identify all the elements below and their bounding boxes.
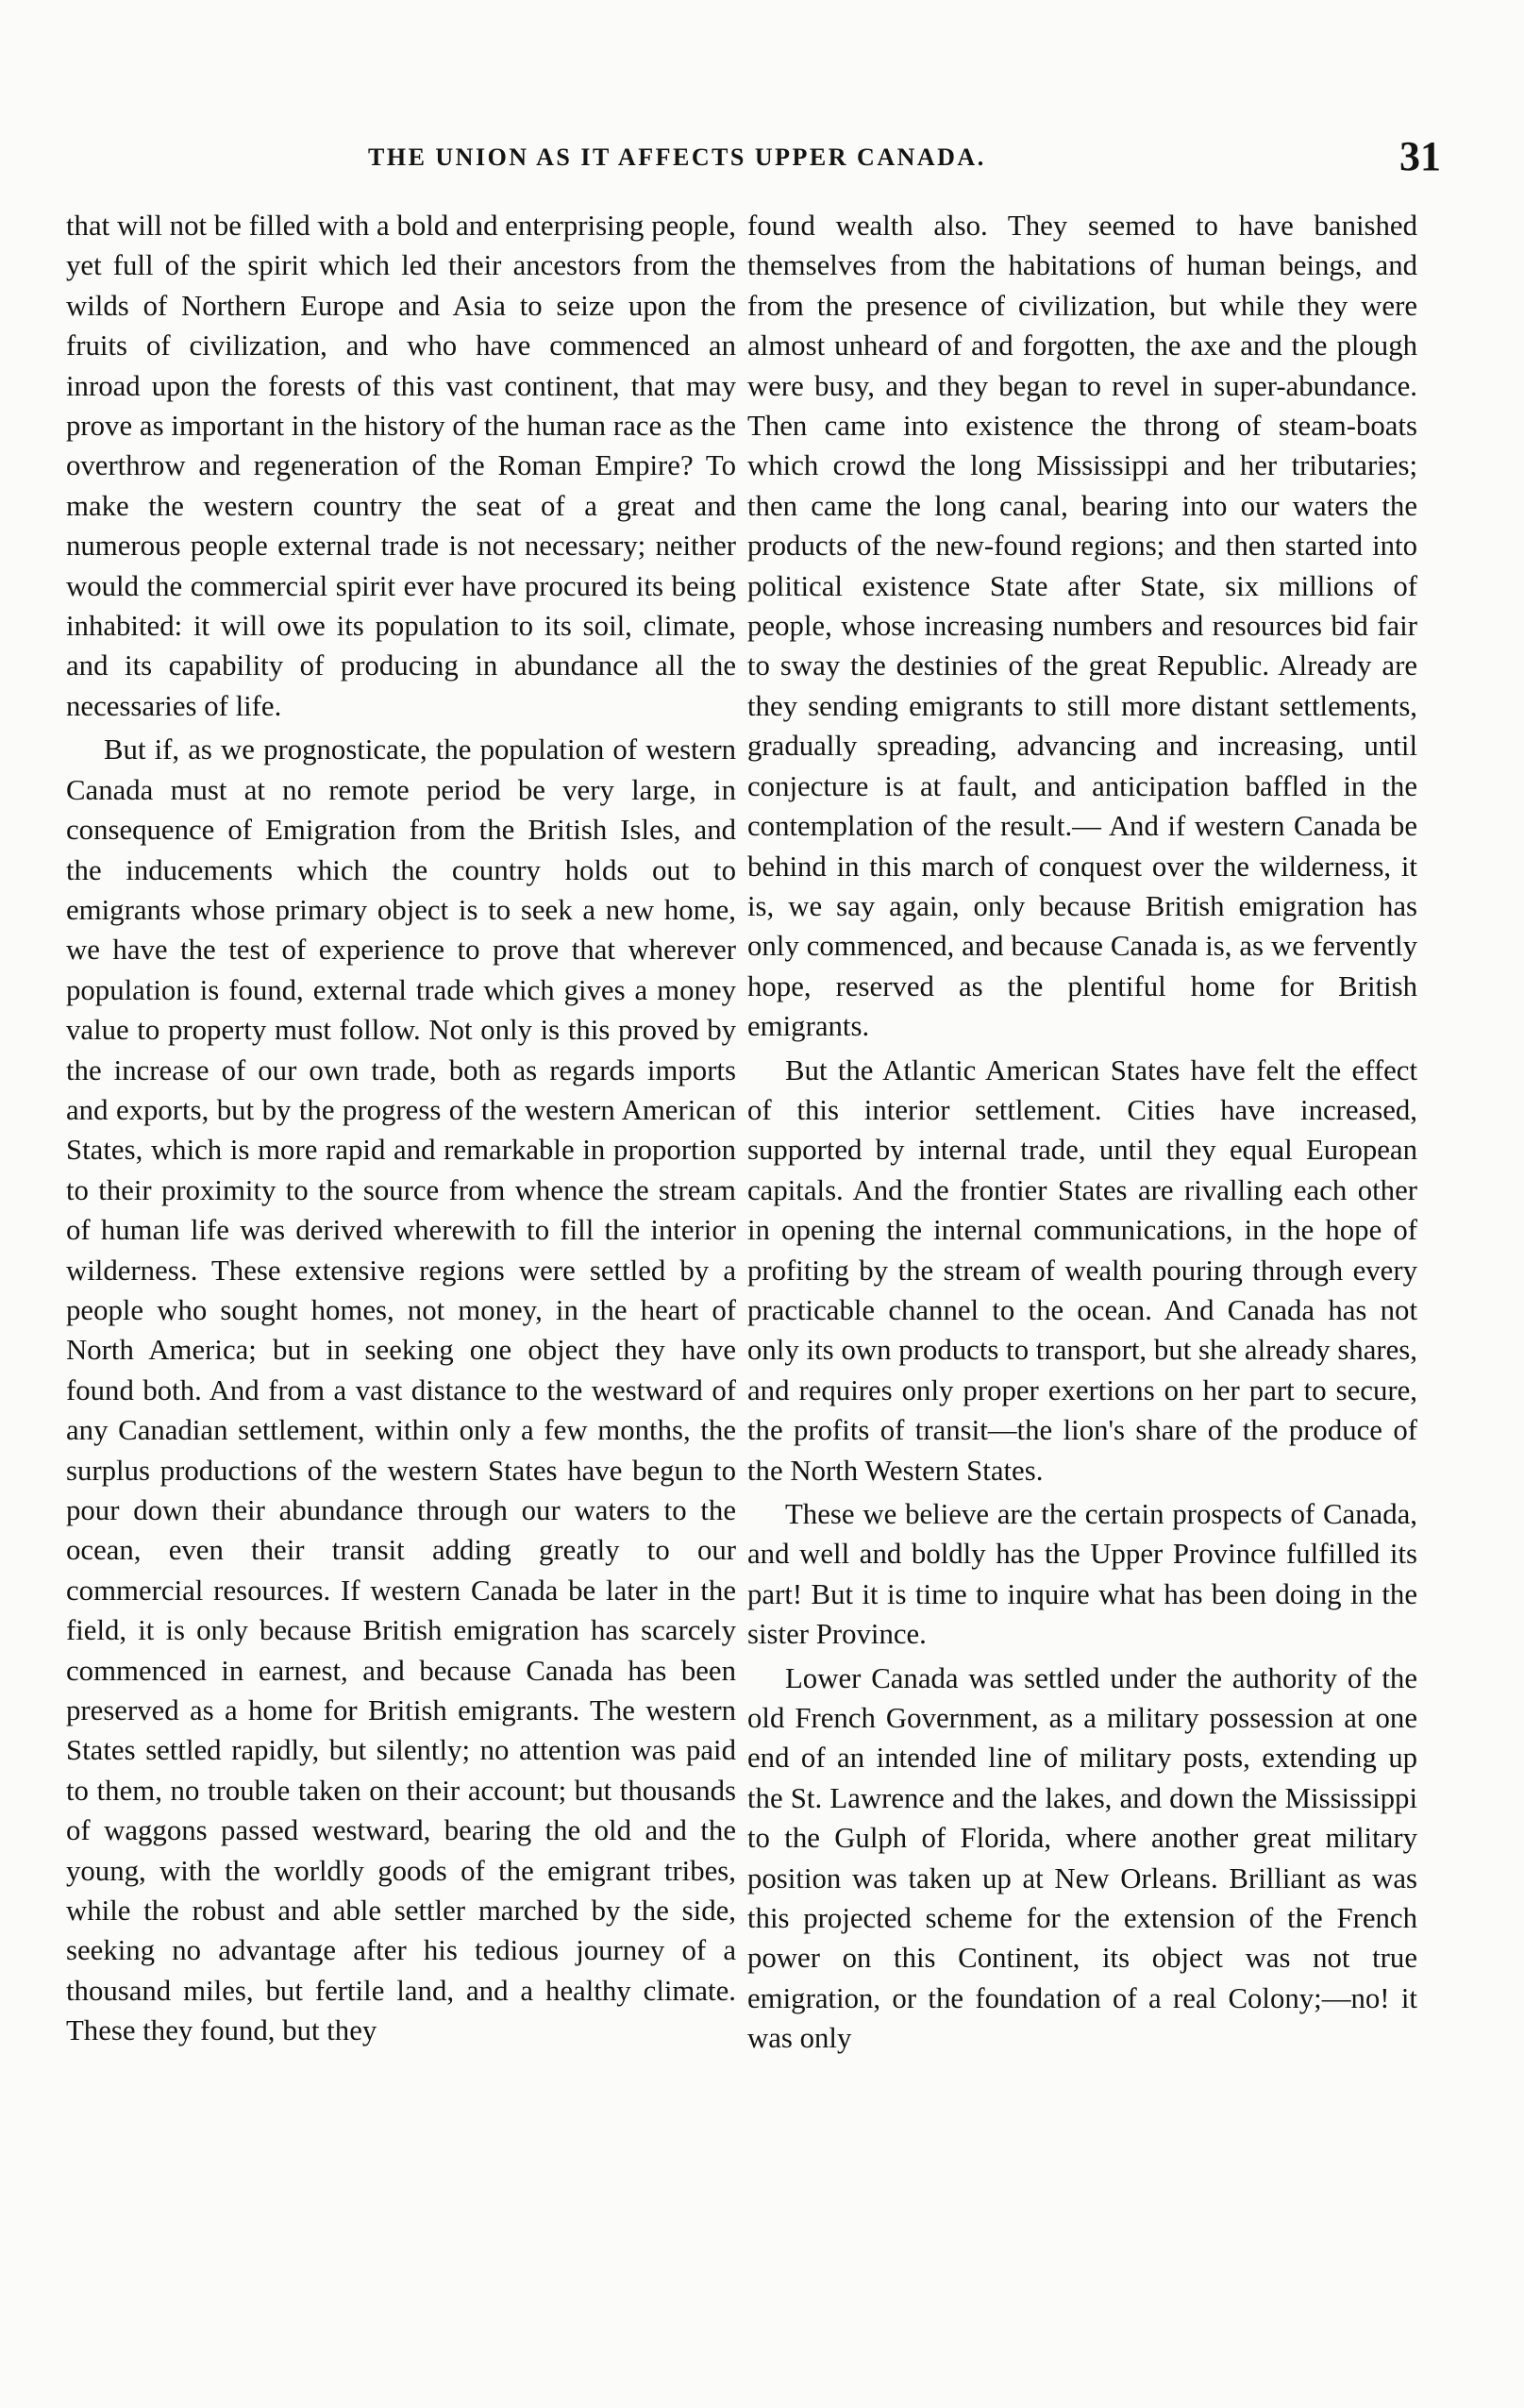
left-column: [66, 206, 736, 2055]
page-header: [57, 133, 1477, 181]
paragraph: that will not be filled with a bold and enterprising people, yet full of the spirit which led their ancestors from the wilds of Northern Europe and Asia to seize upon the fruits of civilization, and who have commenced an inroad upon the forests of this vast continent, that may prove as important in the history of the human race as the overthrow and regeneration of the Roman Empire? To make the western country the seat of a great and numerous people external trade is not necessary; neither would the commercial spirit ever have procured its being inhabited: it will owe its population to its soil, climate, and its capability of producing in abundance all the necessaries of life.: [66, 210, 736, 722]
running-head: THE UNION AS IT AFFECTS UPPER CANADA.: [368, 143, 986, 171]
paragraph: These we believe are the certain prospects of Canada, and well and boldly has the Upper Province fulfilled its part! But it is time to inquire what has been doing in the sister Province.: [747, 1498, 1417, 1651]
right-column: [747, 206, 1417, 2063]
paragraph: But the Atlantic American States have felt the effect of this interior settlement. Cities have increased, supported by internal trade, until they equal European capitals. And the frontier States are rivalling each other in opening the internal communications, in the hope of profiting by the stream of wealth pouring through every practicable channel to the ocean. And Canada has not only its own products to transport, but she already shares, and requires only proper exertions on her part to secure, the profits of transit—the lion's share of the produce of the North Western States.: [747, 1053, 1417, 1487]
paragraph: found wealth also. They seemed to have banished themselves from the habitations of human beings, and from the presence of civilization, but while they were almost unheard of and forgotten, the axe and the plough were busy, and they began to revel in super-abundance. Then came into existence the throng of steam-boats which crowd the long Mississippi and her tributaries; then came the long canal, bearing into our waters the products of the new-found regions; and then started into political existence State after State, six millions of people, whose increasing numbers and resources bid fair to sway the destinies of the great Republic. Already are they sending emigrants to still more distant settlements, gradually spreading, advancing and increasing, until conjecture is at fault, and anticipation baffled in the contemplation of the result.— And if western Canada be behind in this march of conquest over the wilderness, it is, we say again, only because British emigration has only commenced, and because Canada is, as we fervently hope, reserved as the plentiful home for British emigrants.: [747, 210, 1417, 1043]
paragraph: But if, as we prognosticate, the population of western Canada must at no remote period be very large, in consequence of Emigration from the British Isles, and the inducements which the country holds out to emigrants whose primary object is to seek a new home, we have the test of experience to prove that wherever population is found, external trade which gives a money value to property must follow. Not only is this proved by the increase of our own trade, both as regards imports and exports, but by the progress of the western American States, which is more rapid and remarkable in proportion to their proximity to the source from whence the stream of human life was derived wherewith to fill the interior wilderness. These extensive regions were settled by a people who sought homes, not money, in the heart of North America; but in seeking one object they have found both. And from a vast distance to the westward of any Canadian settlement, within only a few months, the surplus productions of the western States have begun to pour down their abundance through our waters to the ocean, even their transit adding greatly to our commercial resources. If western Canada be later in the field, it is only because British emigration has scarcely commenced in earnest, and because Canada has been preserved as a home for British emigrants. The western States settled rapidly, but silently; no attention was paid to them, no trouble taken on their account; but thousands of waggons passed westward, bearing the old and the young, with the worldly goods of the emigrant tribes, while the robust and able settler marched by the side, seeking no advantage after his tedious journey of a thousand miles, but fertile land, and a healthy climate. These they found, but they: [66, 733, 736, 2047]
page-number: 31: [1399, 133, 1441, 179]
paragraph: Lower Canada was settled under the authority of the old French Government, as a military possession at one end of an intended line of military posts, extending up the St. Lawrence and the lakes, and down the Mississippi to the Gulph of Florida, where another great military position was taken up at New Orleans. Brilliant as was this projected scheme for the extension of the French power on this Continent, its object was not true emigration, or the foundation of a real Colony;—no! it was only: [747, 1661, 1417, 2055]
